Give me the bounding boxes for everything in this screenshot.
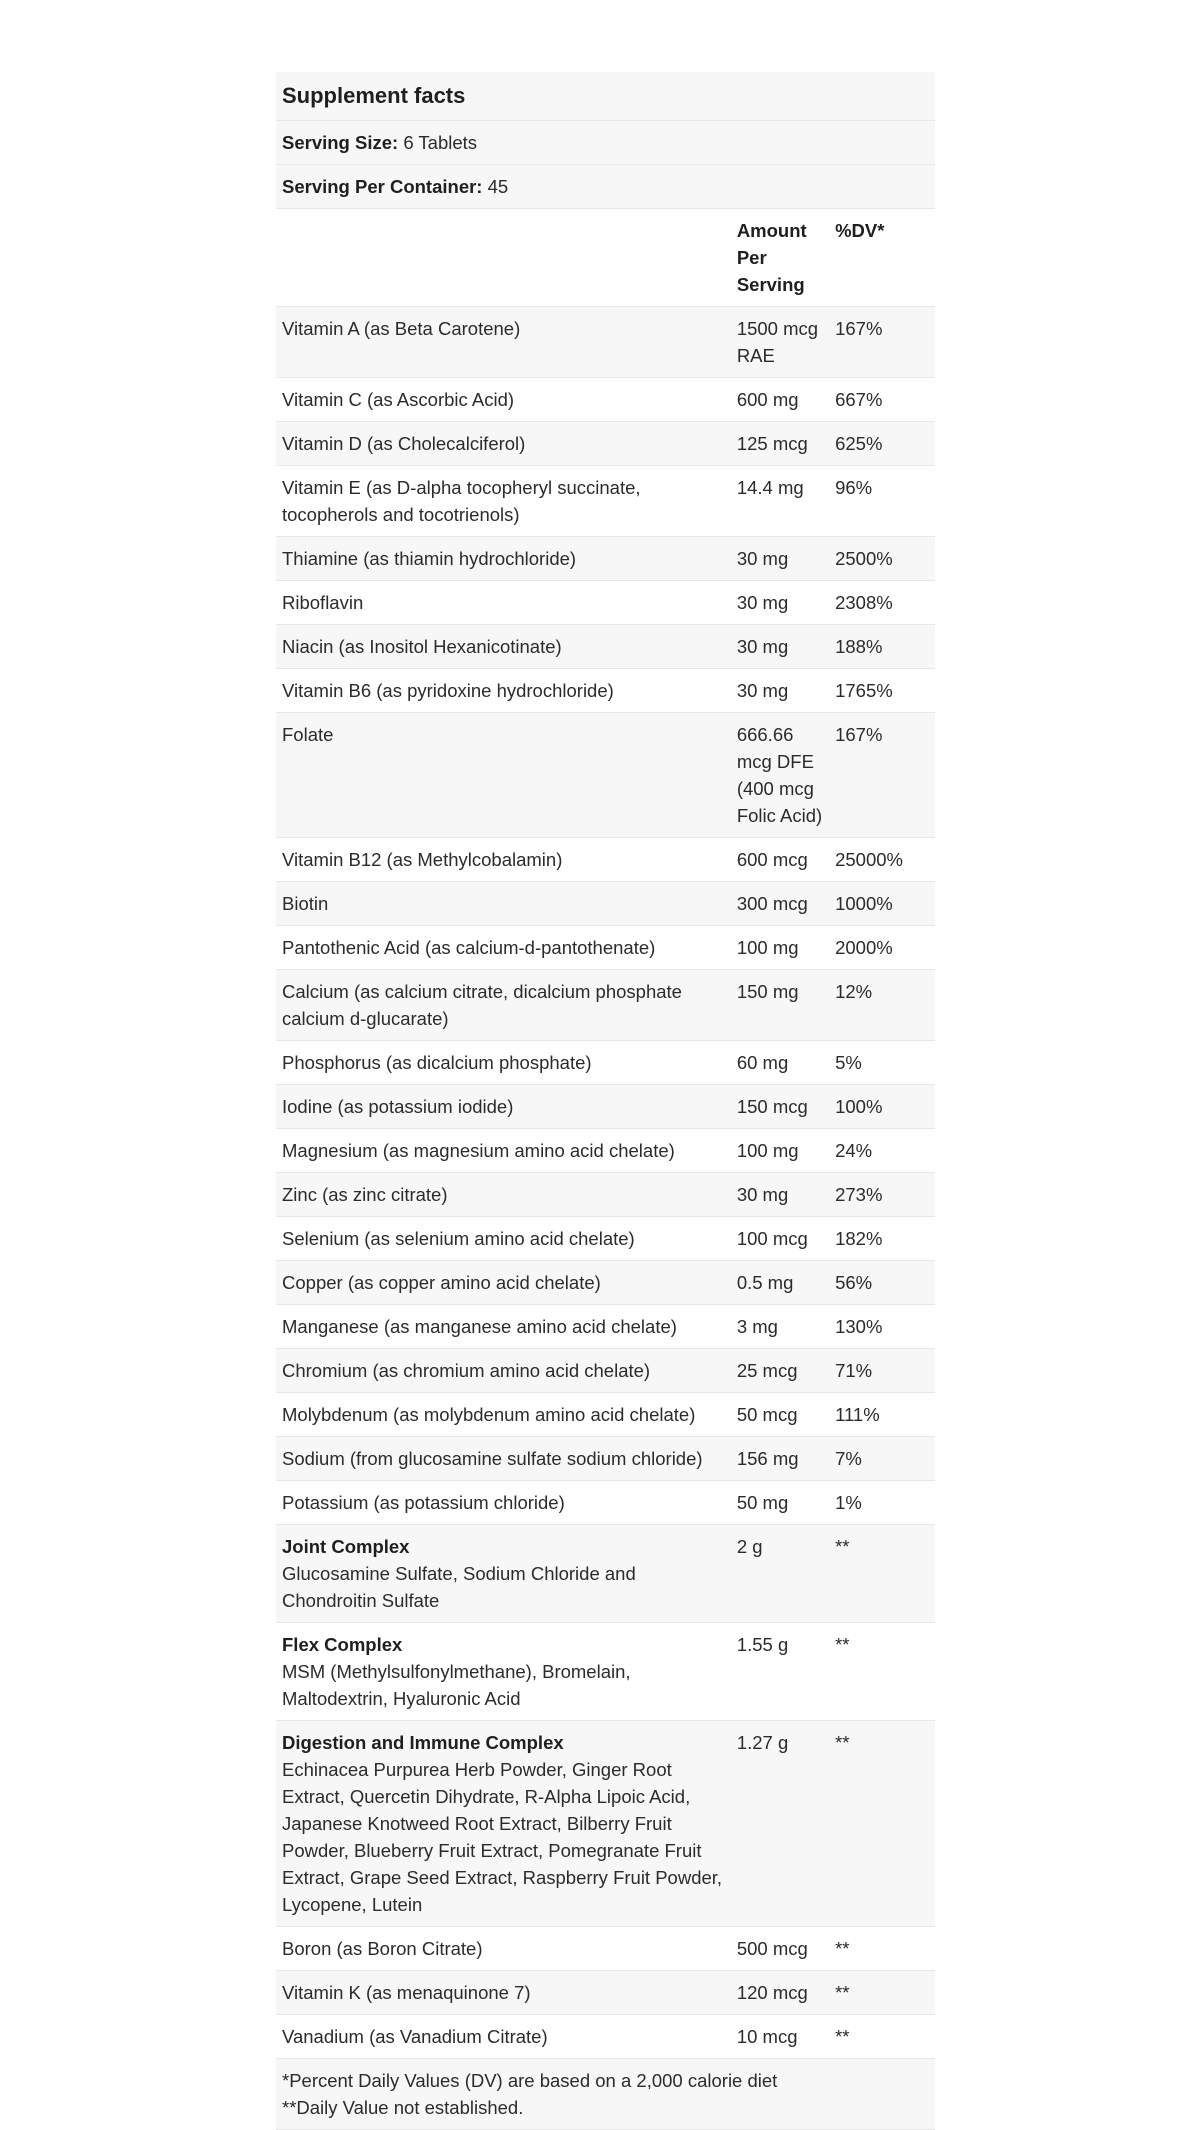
nutrient-name: Zinc (as zinc citrate): [276, 1173, 731, 1217]
amount-cell: 600 mcg: [731, 838, 829, 882]
dv-cell: 188%: [829, 625, 935, 669]
serving-size-row: [276, 121, 935, 165]
footnote-row: [276, 2059, 935, 2130]
amount-cell: 300 mcg: [731, 882, 829, 926]
nutrient-name: Vitamin B12 (as Methylcobalamin): [276, 838, 731, 882]
nutrient-name: Vitamin B6 (as pyridoxine hydrochloride): [276, 669, 731, 713]
amount-cell: 30 mg: [731, 669, 829, 713]
amount-cell: 30 mg: [731, 581, 829, 625]
nutrient-name: Boron (as Boron Citrate): [276, 1927, 731, 1971]
dv-cell: 25000%: [829, 838, 935, 882]
nutrient-row: [276, 1305, 935, 1349]
amount-cell: 100 mg: [731, 926, 829, 970]
dv-cell: 56%: [829, 1261, 935, 1305]
nutrient-name: Biotin: [276, 882, 731, 926]
nutrient-row: [276, 307, 935, 378]
amount-cell: 30 mg: [731, 625, 829, 669]
amount-cell: 100 mcg: [731, 1217, 829, 1261]
dv-cell: 2308%: [829, 581, 935, 625]
dv-cell: **: [829, 1721, 935, 1927]
dv-cell: **: [829, 1525, 935, 1623]
complex-row: [276, 1623, 935, 1721]
amount-cell: 156 mg: [731, 1437, 829, 1481]
amount-cell: 30 mg: [731, 1173, 829, 1217]
nutrient-row: [276, 882, 935, 926]
complex-row: [276, 1525, 935, 1623]
nutrient-row: [276, 1041, 935, 1085]
nutrient-name: Phosphorus (as dicalcium phosphate): [276, 1041, 731, 1085]
nutrient-name: Sodium (from glucosamine sulfate sodium chloride): [276, 1437, 731, 1481]
amount-cell: 14.4 mg: [731, 466, 829, 537]
title-row: [276, 72, 935, 121]
dv-cell: **: [829, 1623, 935, 1721]
nutrient-row: [276, 537, 935, 581]
footnote-text: *Percent Daily Values (DV) are based on a 2,000 calorie diet: [282, 2070, 778, 2091]
nutrient-row: [276, 1481, 935, 1525]
dv-cell: 167%: [829, 307, 935, 378]
amount-cell: 100 mg: [731, 1129, 829, 1173]
complex-ingredients: MSM (Methylsulfonylmethane), Bromelain, Maltodextrin, Hyaluronic Acid: [282, 1661, 631, 1709]
nutrient-row: [276, 1393, 935, 1437]
nutrient-name: Iodine (as potassium iodide): [276, 1085, 731, 1129]
complex-cell: [276, 1525, 731, 1623]
amount-cell: 666.66 mcg DFE (400 mcg Folic Acid): [731, 713, 829, 838]
nutrient-name: Folate: [276, 713, 731, 838]
amount-cell: 30 mg: [731, 537, 829, 581]
header-dv: %DV*: [829, 209, 935, 307]
complex-name: Joint Complex: [282, 1536, 410, 1557]
amount-cell: 2 g: [731, 1525, 829, 1623]
table-title: Supplement facts: [276, 72, 935, 121]
nutrient-name: Calcium (as calcium citrate, dicalcium phosphate calcium d-glucarate): [276, 970, 731, 1041]
nutrient-row: [276, 1129, 935, 1173]
complex-row: [276, 1721, 935, 1927]
footnotes: [276, 2059, 935, 2130]
dv-cell: 1%: [829, 1481, 935, 1525]
dv-cell: 5%: [829, 1041, 935, 1085]
nutrient-row: [276, 669, 935, 713]
complex-cell: [276, 1623, 731, 1721]
nutrient-row: [276, 1437, 935, 1481]
nutrient-name: Vitamin C (as Ascorbic Acid): [276, 378, 731, 422]
nutrient-row: [276, 1217, 935, 1261]
nutrient-name: Magnesium (as magnesium amino acid chelate): [276, 1129, 731, 1173]
nutrient-row: [276, 422, 935, 466]
nutrient-name: Pantothenic Acid (as calcium-d-pantothenate): [276, 926, 731, 970]
serving-size-value: 6 Tablets: [403, 132, 478, 153]
amount-cell: 150 mcg: [731, 1085, 829, 1129]
column-header-row: [276, 209, 935, 307]
nutrient-row: [276, 926, 935, 970]
dv-cell: 100%: [829, 1085, 935, 1129]
dv-cell: 273%: [829, 1173, 935, 1217]
nutrient-name: Chromium (as chromium amino acid chelate): [276, 1349, 731, 1393]
amount-cell: 3 mg: [731, 1305, 829, 1349]
nutrient-row: [276, 838, 935, 882]
complex-cell: [276, 1721, 731, 1927]
nutrient-row: [276, 1971, 935, 2015]
amount-cell: 60 mg: [731, 1041, 829, 1085]
dv-cell: 2500%: [829, 537, 935, 581]
nutrient-name: Vitamin K (as menaquinone 7): [276, 1971, 731, 2015]
nutrient-name: Vitamin D (as Cholecalciferol): [276, 422, 731, 466]
dv-cell: 7%: [829, 1437, 935, 1481]
nutrient-name: Riboflavin: [276, 581, 731, 625]
nutrient-row: [276, 1173, 935, 1217]
amount-cell: 10 mcg: [731, 2015, 829, 2059]
supplement-facts-table: [276, 72, 935, 2130]
footnote-text: **Daily Value not established.: [282, 2097, 524, 2118]
dv-cell: 130%: [829, 1305, 935, 1349]
nutrient-name: Thiamine (as thiamin hydrochloride): [276, 537, 731, 581]
nutrient-name: Niacin (as Inositol Hexanicotinate): [276, 625, 731, 669]
header-blank: [276, 209, 731, 307]
servings-per-container-value: 45: [487, 176, 509, 197]
amount-cell: 150 mg: [731, 970, 829, 1041]
header-amount: Amount Per Serving: [731, 209, 829, 307]
amount-cell: 25 mcg: [731, 1349, 829, 1393]
dv-cell: 2000%: [829, 926, 935, 970]
dv-cell: 111%: [829, 1393, 935, 1437]
nutrient-row: [276, 625, 935, 669]
amount-cell: 50 mcg: [731, 1393, 829, 1437]
serving-size-label: Serving Size:: [282, 132, 399, 153]
nutrient-row: [276, 1349, 935, 1393]
amount-cell: 0.5 mg: [731, 1261, 829, 1305]
amount-cell: 50 mg: [731, 1481, 829, 1525]
dv-cell: 1765%: [829, 669, 935, 713]
dv-cell: **: [829, 2015, 935, 2059]
nutrient-name: Copper (as copper amino acid chelate): [276, 1261, 731, 1305]
nutrient-row: [276, 378, 935, 422]
amount-cell: 600 mg: [731, 378, 829, 422]
dv-cell: **: [829, 1927, 935, 1971]
dv-cell: 1000%: [829, 882, 935, 926]
nutrient-row: [276, 1261, 935, 1305]
nutrient-row: [276, 1085, 935, 1129]
complex-ingredients: Glucosamine Sulfate, Sodium Chloride and Chondroitin Sulfate: [282, 1563, 636, 1611]
dv-cell: 71%: [829, 1349, 935, 1393]
nutrient-name: Potassium (as potassium chloride): [276, 1481, 731, 1525]
amount-cell: 500 mcg: [731, 1927, 829, 1971]
nutrient-name: Vitamin E (as D-alpha tocopheryl succinate, tocopherols and tocotrienols): [276, 466, 731, 537]
dv-cell: **: [829, 1971, 935, 2015]
amount-cell: 1.55 g: [731, 1623, 829, 1721]
nutrient-name: Manganese (as manganese amino acid chelate): [276, 1305, 731, 1349]
nutrient-row: [276, 970, 935, 1041]
dv-cell: 24%: [829, 1129, 935, 1173]
dv-cell: 12%: [829, 970, 935, 1041]
nutrient-name: Vanadium (as Vanadium Citrate): [276, 2015, 731, 2059]
servings-per-container-row: [276, 165, 935, 209]
dv-cell: 96%: [829, 466, 935, 537]
amount-cell: 125 mcg: [731, 422, 829, 466]
nutrient-row: [276, 713, 935, 838]
dv-cell: 625%: [829, 422, 935, 466]
amount-cell: 1.27 g: [731, 1721, 829, 1927]
complex-name: Digestion and Immune Complex: [282, 1732, 564, 1753]
nutrient-name: Molybdenum (as molybdenum amino acid chelate): [276, 1393, 731, 1437]
complex-name: Flex Complex: [282, 1634, 403, 1655]
nutrient-name: Selenium (as selenium amino acid chelate): [276, 1217, 731, 1261]
dv-cell: 667%: [829, 378, 935, 422]
nutrient-name: Vitamin A (as Beta Carotene): [276, 307, 731, 378]
nutrient-row: [276, 581, 935, 625]
nutrient-row: [276, 2015, 935, 2059]
dv-cell: 182%: [829, 1217, 935, 1261]
complex-ingredients: Echinacea Purpurea Herb Powder, Ginger Root Extract, Quercetin Dihydrate, R-Alpha Lipoic Acid, Japanese Knotweed Root Extract, Bilberry Fruit Powder, Blueberry Fruit Extract, Pomegranate Fruit Extract, Grape Seed Extract, Raspberry Fruit Powder, Lycopene, Lutein: [282, 1759, 723, 1915]
amount-cell: 120 mcg: [731, 1971, 829, 2015]
dv-cell: 167%: [829, 713, 935, 838]
amount-cell: 1500 mcg RAE: [731, 307, 829, 378]
nutrient-row: [276, 466, 935, 537]
servings-per-container-label: Serving Per Container:: [282, 176, 483, 197]
nutrient-row: [276, 1927, 935, 1971]
